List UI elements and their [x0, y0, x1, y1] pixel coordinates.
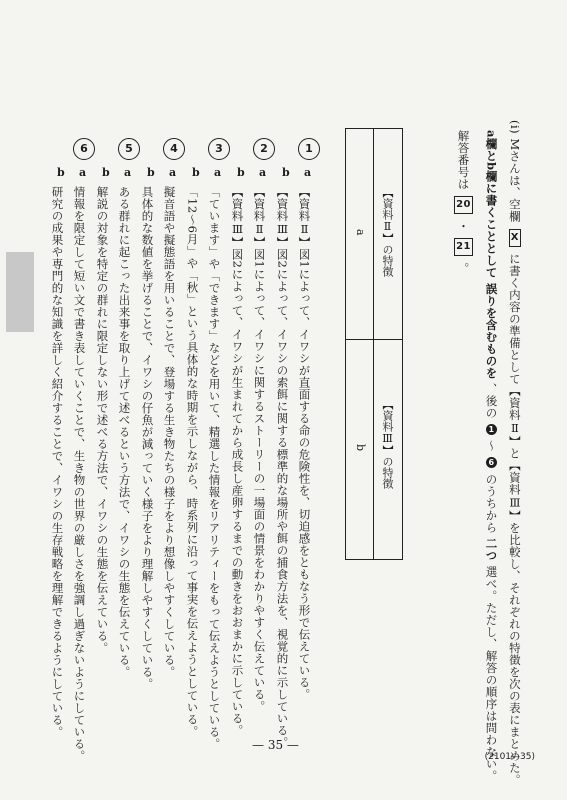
- option-2-b-text: 【資料Ⅲ】図2によって、イワシが生まれてから成長し産卵するまでの動きをおおまかに示している。: [230, 186, 245, 737]
- option-2-b-label: b: [237, 166, 245, 179]
- answer-box-1: 20: [454, 196, 473, 214]
- option-1-b-text: 【資料Ⅲ】図2によって、イワシの索餌に関する標準的な場所や餌の捕食方法を、視覚的に示している。: [275, 186, 290, 749]
- option-number-2: 2: [253, 138, 275, 160]
- option-number-1: 1: [298, 138, 320, 160]
- intro-text-3b: 。: [456, 262, 471, 275]
- table-header-col2: 【資料Ⅲ】の特徴: [381, 399, 394, 489]
- instruction-emphasis: 誤りを含むものを: [484, 282, 499, 379]
- intro-text-1a: Mさんは、空欄: [507, 138, 522, 223]
- option-3-a-label: a: [214, 166, 222, 179]
- page-number: — 35 —: [252, 738, 299, 752]
- option-4-b-label: b: [147, 166, 155, 179]
- option-number-5: 5: [118, 138, 140, 160]
- exam-code: (2101—35): [484, 752, 535, 762]
- intro-line-3: [454, 130, 473, 275]
- intro-text-2c: 〜: [484, 440, 499, 453]
- option-6-a-label: a: [79, 166, 87, 179]
- option-number-6: 6: [73, 138, 95, 160]
- question-marker: (i): [507, 120, 522, 135]
- answer-separator: ・: [456, 220, 471, 233]
- table-cell-b: b: [354, 444, 367, 452]
- margin-tab-marker: [6, 252, 34, 332]
- option-number-3: 3: [208, 138, 230, 160]
- table-cell-a: a: [354, 229, 367, 236]
- option-1-a-text: 【資料Ⅱ】図1によって、イワシが直面する命の危険性を、切迫感をともなう形で伝えている。: [297, 186, 312, 701]
- circle-number-start: 1: [486, 424, 497, 435]
- option-3-b-label: b: [192, 166, 200, 179]
- features-table: [345, 128, 403, 560]
- option-4-a-label: a: [169, 166, 177, 179]
- intro-text-3a: 解答番号は: [456, 130, 471, 190]
- intro-line-2: [485, 130, 497, 782]
- option-3-b-text: 「12〜6月」や「秋」という具体的な時期を示しながら、時系列に沿って事実を伝えようとしている。: [185, 186, 200, 738]
- circle-number-end: 6: [486, 457, 497, 468]
- option-5-a-text: ある群れに起こった出来事を取り上げて述べるという方法で、イワシの生態を伝えている。: [117, 186, 132, 678]
- intro-text-2b: 、後の: [484, 382, 499, 419]
- option-5-b-text: 解説の対象を特定の群れに限定しない形で述べる方法で、イワシの生態を伝えている。: [95, 186, 110, 654]
- intro-text-1b: に書く内容の準備として【資料Ⅱ】と【資料Ⅲ】を比較し、それぞれの特徴を次の表にまとめた。: [507, 252, 522, 786]
- option-6-b-text: 研究の成果や専門的な知識を詳しく紹介することで、イワシの生存戦略を理解できるようにしている。: [50, 186, 65, 738]
- intro-text-2e: 選べ。ただし、解答の順序は問わない。: [484, 565, 499, 782]
- option-1-a-label: a: [304, 166, 312, 179]
- option-1-b-label: b: [282, 166, 290, 179]
- intro-text-2d: のうちから: [484, 473, 499, 534]
- option-2-a-text: 【資料Ⅱ】図1によって、イワシに関するストーリーの一場面の情景をわかりやすく伝えている。: [252, 186, 267, 713]
- option-4-b-text: 具体的な数値を挙げることで、イワシの仔魚が減っていく様子をより理解しやすくしている。: [140, 186, 155, 690]
- option-number-4: 4: [163, 138, 185, 160]
- option-6-a-text: 情報を限定して短い文で書き表していくことで、生き物の世界の厳しさを強調し過ぎないようにしている。: [72, 186, 87, 762]
- option-2-a-label: a: [259, 166, 267, 179]
- intro-line-1: [508, 120, 521, 786]
- blank-x-box: X: [509, 229, 521, 247]
- option-3-a-text: 「ています」や「できます」などを用いて、精選した情報をリアリティーをもって伝えようとしている。: [207, 186, 222, 750]
- option-5-b-label: b: [102, 166, 110, 179]
- table-header-col1: 【資料Ⅱ】の特徴: [381, 187, 394, 277]
- instruction-count: 二つ: [484, 537, 499, 562]
- answer-box-2: 21: [454, 238, 473, 256]
- intro-text-2a: a欄とb欄に書くこととして: [484, 130, 499, 279]
- option-6-b-label: b: [57, 166, 65, 179]
- option-5-a-label: a: [124, 166, 132, 179]
- option-4-a-text: 擬音語や擬態語を用いることで、登場する生き物たちの様子をより想像しやすくしている。: [162, 186, 177, 678]
